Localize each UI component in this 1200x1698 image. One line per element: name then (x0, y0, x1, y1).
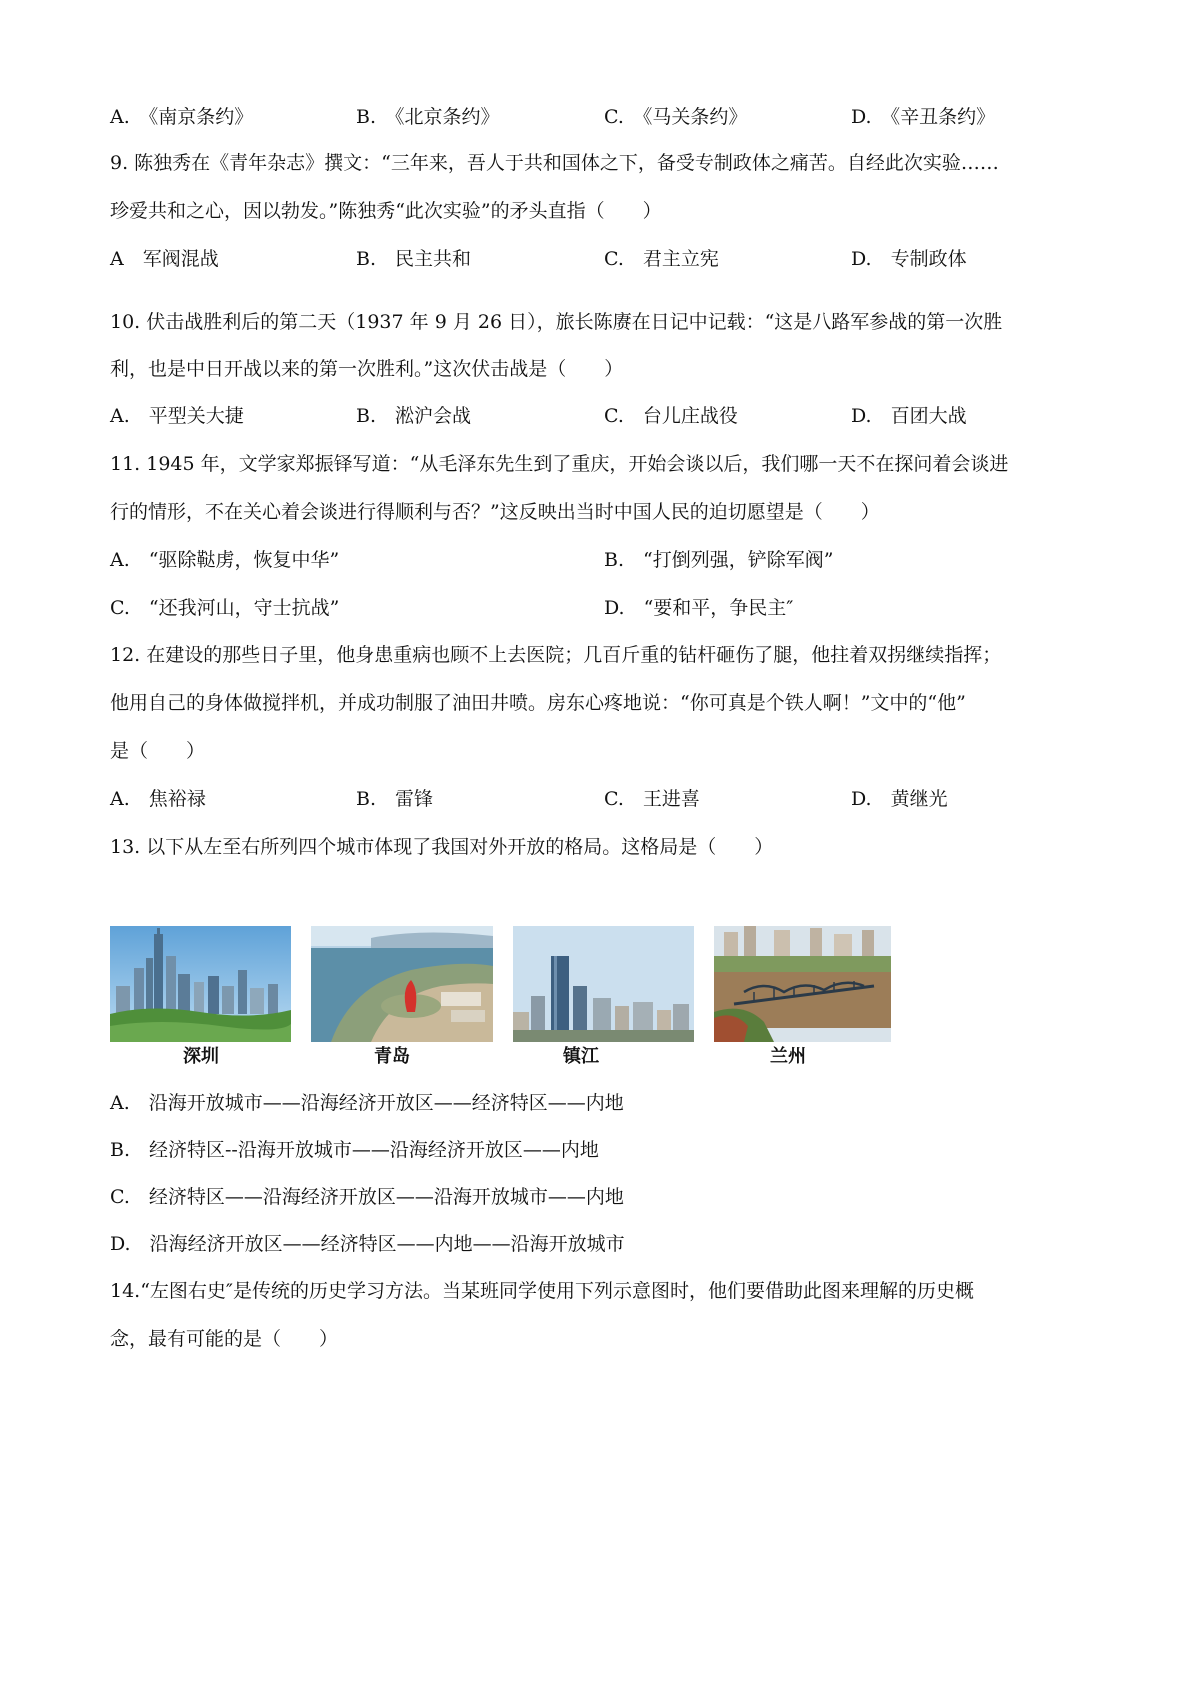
city-label-qingdao: 青岛 (374, 1046, 410, 1067)
q9-stem-line-2: 珍爱共和之心，因以勃发。”陈独秀“此次实验”的矛头直指（ ） (110, 200, 662, 222)
q10-stem-line-2: 利，也是中日开战以来的第一次胜利。”这次伏击战是（ ） (110, 358, 624, 380)
q13-option-c: C. 经济特区——沿海经济开放区——沿海开放城市——内地 (110, 1186, 624, 1208)
q14-stem-line-2: 念，最有可能的是（ ） (110, 1328, 339, 1350)
q12-option-c: C. 王进喜 (604, 788, 700, 810)
q13-option-b: B. 经济特区--沿海开放城市——沿海经济开放区——内地 (110, 1139, 599, 1161)
q11-option-a: A. “驱除鞑虏，恢复中华” (110, 549, 340, 571)
q8-option-b: B. 《北京条约》 (356, 106, 500, 128)
q12-option-d: D. 黄继光 (851, 788, 948, 810)
q10-option-d: D. 百团大战 (851, 405, 967, 427)
q11-option-b: B. “打倒列强，铲除军阀” (604, 549, 834, 571)
city-label-lanzhou: 兰州 (770, 1046, 806, 1067)
qingdao-photo (311, 926, 493, 1042)
q13-option-a: A. 沿海开放城市——沿海经济开放区——经济特区——内地 (110, 1092, 624, 1114)
city-label-shenzhen: 深圳 (183, 1046, 219, 1067)
q10-stem-line-1: 10. 伏击战胜利后的第二天（1937 年 9 月 26 日），旅长陈赓在日记中记载：“这是八路军参战的第一次胜 (110, 311, 1003, 333)
q11-stem-line-1: 11. 1945 年，文学家郑振铎写道：“从毛泽东先生到了重庆，开始会谈以后，我们哪一天不在探问着会谈进 (110, 453, 1009, 475)
lanzhou-photo (714, 926, 891, 1042)
city-label-zhenjiang: 镇江 (563, 1046, 599, 1067)
q12-stem-line-2: 他用自己的身体做搅拌机，并成功制服了油田井喷。房东心疼地说：“你可真是个铁人啊！”文中的“他” (110, 692, 966, 714)
q12-stem-line-3: 是（ ） (110, 740, 206, 762)
zhenjiang-photo (513, 926, 694, 1042)
q9-option-c: C. 君主立宪 (604, 248, 719, 270)
q8-option-d: D. 《辛丑条约》 (851, 106, 996, 128)
q13-stem: 13. 以下从左至右所列四个城市体现了我国对外开放的格局。这格局是（ ） (110, 836, 774, 858)
q9-option-a: A 军阀混战 (110, 248, 219, 270)
q10-option-a: A. 平型关大捷 (110, 405, 244, 427)
q9-stem-line-1: 9. 陈独秀在《青年杂志》撰文：“三年来，吾人于共和国体之下，备受专制政体之痛苦。自经此次实验…… (110, 152, 999, 174)
q10-option-c: C. 台儿庄战役 (604, 405, 738, 427)
q9-option-b: B. 民主共和 (356, 248, 472, 270)
q12-option-a: A. 焦裕禄 (110, 788, 206, 810)
q11-option-c: C. “还我河山，守士抗战” (110, 597, 340, 619)
q8-option-c: C. 《马关条约》 (604, 106, 748, 128)
q11-option-d: D. “要和平，争民主″ (604, 597, 794, 619)
q9-option-d: D. 专制政体 (851, 248, 967, 270)
q11-stem-line-2: 行的情形，不在关心着会谈进行得顺利与否？”这反映出当时中国人民的迫切愿望是（ ） (110, 501, 880, 523)
q13-option-d: D. 沿海经济开放区——经济特区——内地——沿海开放城市 (110, 1233, 625, 1255)
shenzhen-photo (110, 926, 291, 1042)
q12-option-b: B. 雷锋 (356, 788, 434, 810)
q14-stem-line-1: 14.“左图右史″是传统的历史学习方法。当某班同学使用下列示意图时，他们要借助此图来理解的历史概 (110, 1280, 975, 1302)
q12-stem-line-1: 12. 在建设的那些日子里，他身患重病也顾不上去医院；几百斤重的钻杆砸伤了腿，他拄着双拐继续指挥； (110, 644, 1002, 666)
q8-option-a: A. 《南京条约》 (110, 106, 254, 128)
q10-option-b: B. 淞沪会战 (356, 405, 472, 427)
